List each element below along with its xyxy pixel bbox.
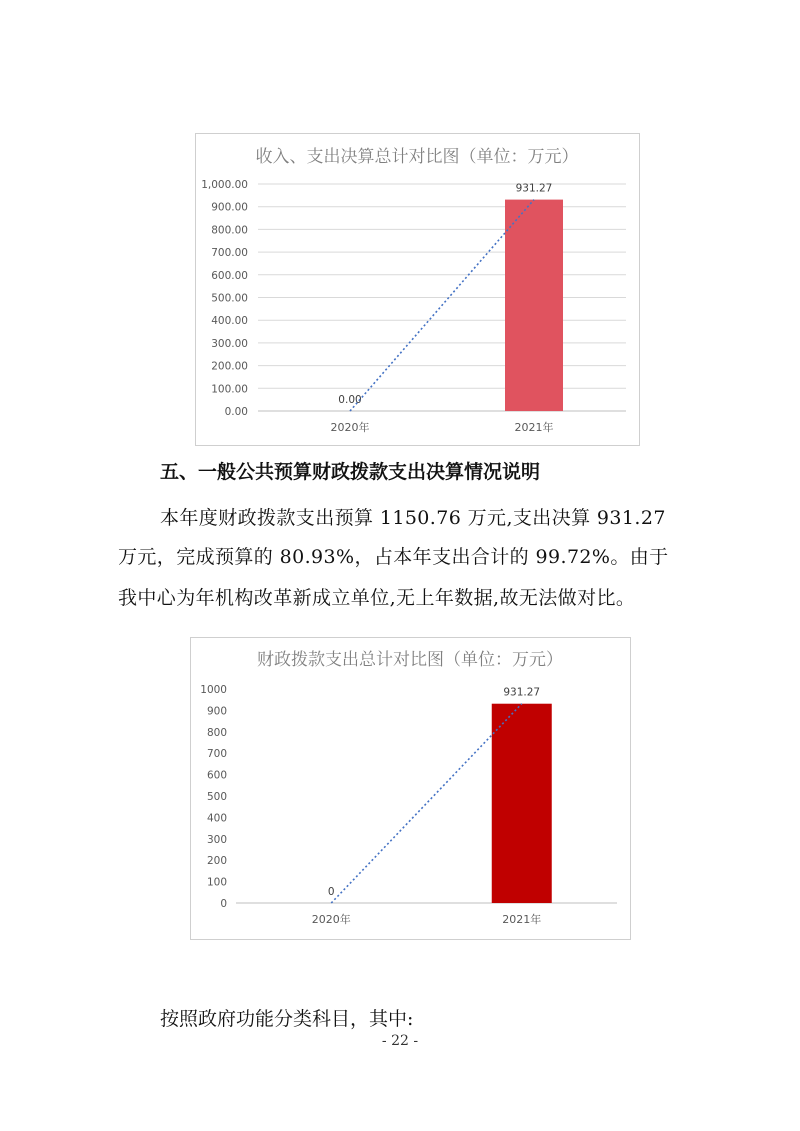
y-tick-label: 600 bbox=[206, 769, 227, 782]
y-tick-label: 200.00 bbox=[211, 360, 248, 373]
x-category-label: 2021年 bbox=[514, 421, 554, 434]
income-expense-chart bbox=[195, 133, 640, 446]
y-tick-label: 1000 bbox=[200, 684, 227, 696]
data-label: 931.27 bbox=[503, 686, 541, 699]
y-tick-label: 0 bbox=[220, 898, 227, 910]
y-tick-label: 900.00 bbox=[211, 201, 248, 214]
x-category-label: 2020年 bbox=[330, 421, 370, 434]
chart-title: 收入、支出决算总计对比图（单位：万元） bbox=[255, 147, 579, 167]
y-tick-label: 500 bbox=[206, 791, 227, 803]
y-tick-label: 800.00 bbox=[211, 224, 248, 237]
paragraph-line-1: 本年度财政拨款支出预算 1150.76 万元,支出决算 931.27 bbox=[160, 507, 666, 529]
x-category-label: 2020年 bbox=[311, 913, 351, 926]
y-tick-label: 1,000.00 bbox=[201, 179, 248, 191]
fiscal-appropriation-chart-svg bbox=[191, 638, 630, 939]
y-tick-label: 800 bbox=[206, 726, 227, 739]
data-label: 931.27 bbox=[515, 182, 553, 195]
closing-line: 按照政府功能分类科目，其中: bbox=[160, 1008, 414, 1030]
fiscal-appropriation-chart bbox=[190, 637, 631, 940]
x-category-label: 2021年 bbox=[502, 913, 542, 926]
y-tick-label: 100 bbox=[206, 876, 227, 889]
bar bbox=[492, 704, 552, 903]
page-number: - 22 - bbox=[381, 1033, 419, 1049]
y-tick-label: 200 bbox=[206, 855, 227, 868]
y-tick-label: 0.00 bbox=[224, 406, 248, 418]
y-tick-label: 300 bbox=[206, 833, 227, 846]
section-heading: 五、一般公共预算财政拨款支出决算情况说明 bbox=[160, 461, 541, 483]
y-tick-label: 900 bbox=[206, 705, 227, 718]
data-label: 0.00 bbox=[338, 394, 362, 406]
bar bbox=[505, 200, 563, 411]
y-tick-label: 500.00 bbox=[211, 292, 248, 305]
y-tick-label: 700.00 bbox=[211, 247, 248, 260]
chart-title: 财政拨款支出总计对比图（单位：万元） bbox=[257, 650, 563, 670]
data-label: 0 bbox=[327, 886, 335, 898]
y-tick-label: 400 bbox=[206, 812, 227, 825]
income-expense-chart-svg bbox=[196, 134, 639, 445]
y-tick-label: 600.00 bbox=[211, 269, 248, 282]
paragraph-line-3: 我中心为年机构改革新成立单位,无上年数据,故无法做对比。 bbox=[118, 587, 636, 609]
y-tick-label: 700 bbox=[206, 748, 227, 761]
y-tick-label: 300.00 bbox=[211, 337, 248, 350]
y-tick-label: 400.00 bbox=[211, 315, 248, 328]
y-tick-label: 100.00 bbox=[211, 383, 248, 396]
paragraph-line-2: 万元，完成预算的 80.93%，占本年支出合计的 99.72%。由于 bbox=[118, 546, 669, 568]
